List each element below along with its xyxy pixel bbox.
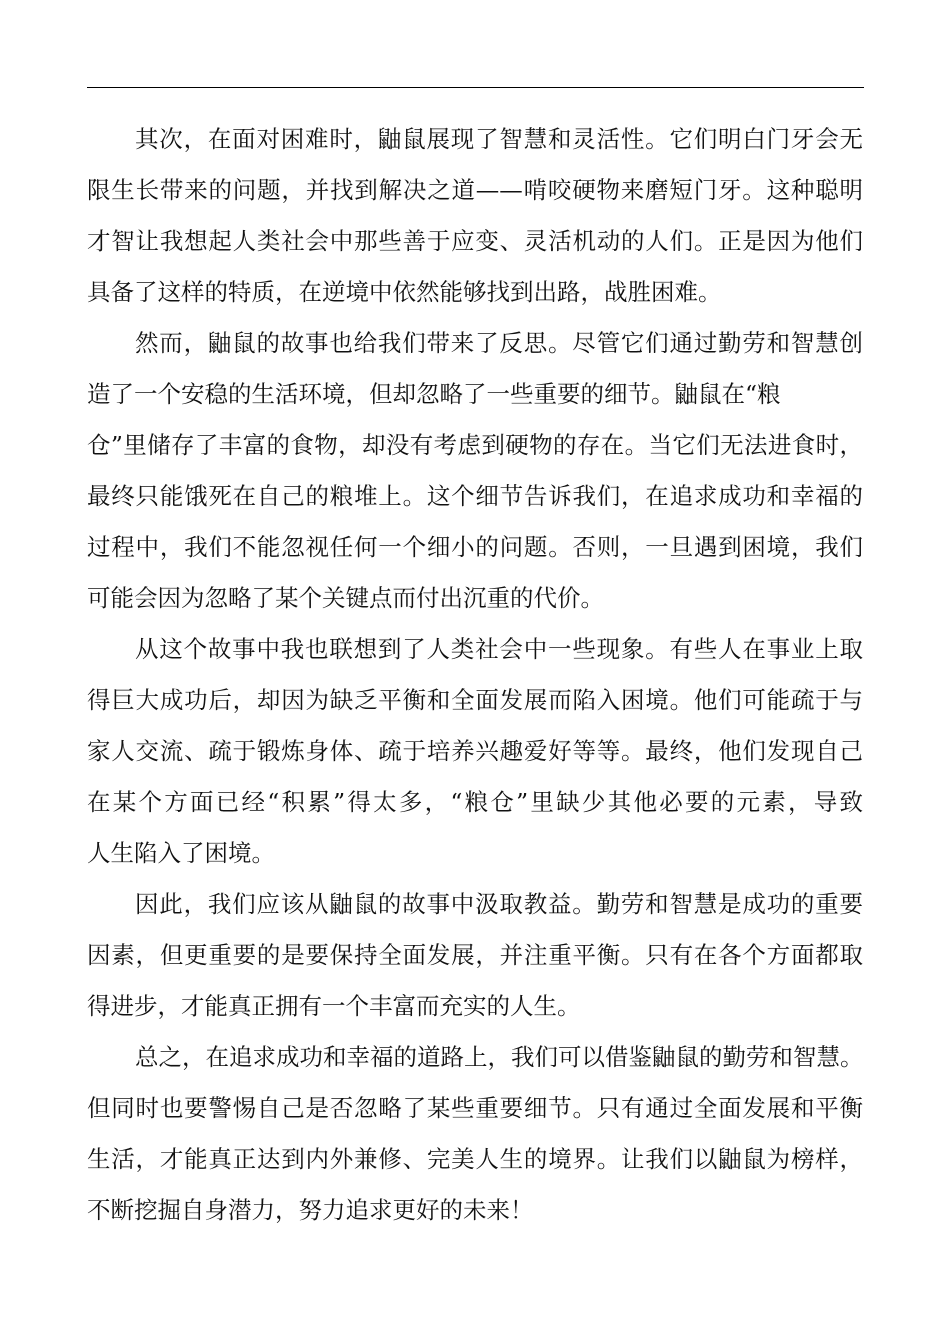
text-line: 其次，在面对困难时，鼬鼠展现了智慧和灵活性。它们明白门牙会无 [135, 125, 863, 153]
text-line: 生活，才能真正达到内外兼修、完美人生的境界。让我们以鼬鼠为榜样， [87, 1145, 863, 1173]
text-line: 具备了这样的特质，在逆境中依然能够找到出路，战胜困难。 [87, 278, 722, 306]
text-line: 得进步，才能真正拥有一个丰富而充实的人生。 [87, 992, 581, 1020]
text-line: 仓”里储存了丰富的食物，却没有考虑到硬物的存在。当它们无法进食时， [87, 431, 863, 459]
text-line: 但同时也要警惕自己是否忽略了某些重要细节。只有通过全面发展和平衡 [87, 1094, 863, 1122]
paragraph [87, 624, 863, 879]
text-line: 家人交流、疏于锻炼身体、疏于培养兴趣爱好等等。最终，他们发现自己 [87, 737, 863, 765]
paragraph [87, 1032, 863, 1236]
text-line: 因此，我们应该从鼬鼠的故事中汲取教益。勤劳和智慧是成功的重要 [135, 890, 863, 918]
text-line: 造了一个安稳的生活环境，但却忽略了一些重要的细节。鼬鼠在“粮 [87, 380, 781, 408]
text-line: 人生陷入了困境。 [87, 839, 275, 867]
text-line: 限生长带来的问题，并找到解决之道——啃咬硬物来磨短门牙。这种聪明 [87, 176, 863, 204]
paragraph [87, 114, 863, 318]
document-body [87, 114, 863, 1236]
text-line: 过程中，我们不能忽视任何一个细小的问题。否则，一旦遇到困境，我们 [87, 533, 863, 561]
text-line: 可能会因为忽略了某个关键点而付出沉重的代价。 [87, 584, 604, 612]
text-line: 总之，在追求成功和幸福的道路上，我们可以借鉴鼬鼠的勤劳和智慧。 [135, 1043, 864, 1071]
text-line: 不断挖掘自身潜力，努力追求更好的未来！ [87, 1196, 534, 1224]
paragraph [87, 318, 863, 624]
text-line: 在某个方面已经“积累”得太多，“粮仓”里缺少其他必要的元素，导致 [87, 788, 863, 816]
text-line: 最终只能饿死在自己的粮堆上。这个细节告诉我们，在追求成功和幸福的 [87, 482, 863, 510]
text-line: 然而，鼬鼠的故事也给我们带来了反思。尽管它们通过勤劳和智慧创 [135, 329, 863, 357]
paragraph [87, 879, 863, 1032]
text-line: 得巨大成功后，却因为缺乏平衡和全面发展而陷入困境。他们可能疏于与 [87, 686, 863, 714]
header-rule [87, 87, 864, 88]
text-line: 从这个故事中我也联想到了人类社会中一些现象。有些人在事业上取 [135, 635, 863, 663]
text-line: 因素，但更重要的是要保持全面发展，并注重平衡。只有在各个方面都取 [87, 941, 863, 969]
text-line: 才智让我想起人类社会中那些善于应变、灵活机动的人们。正是因为他们 [87, 227, 863, 255]
